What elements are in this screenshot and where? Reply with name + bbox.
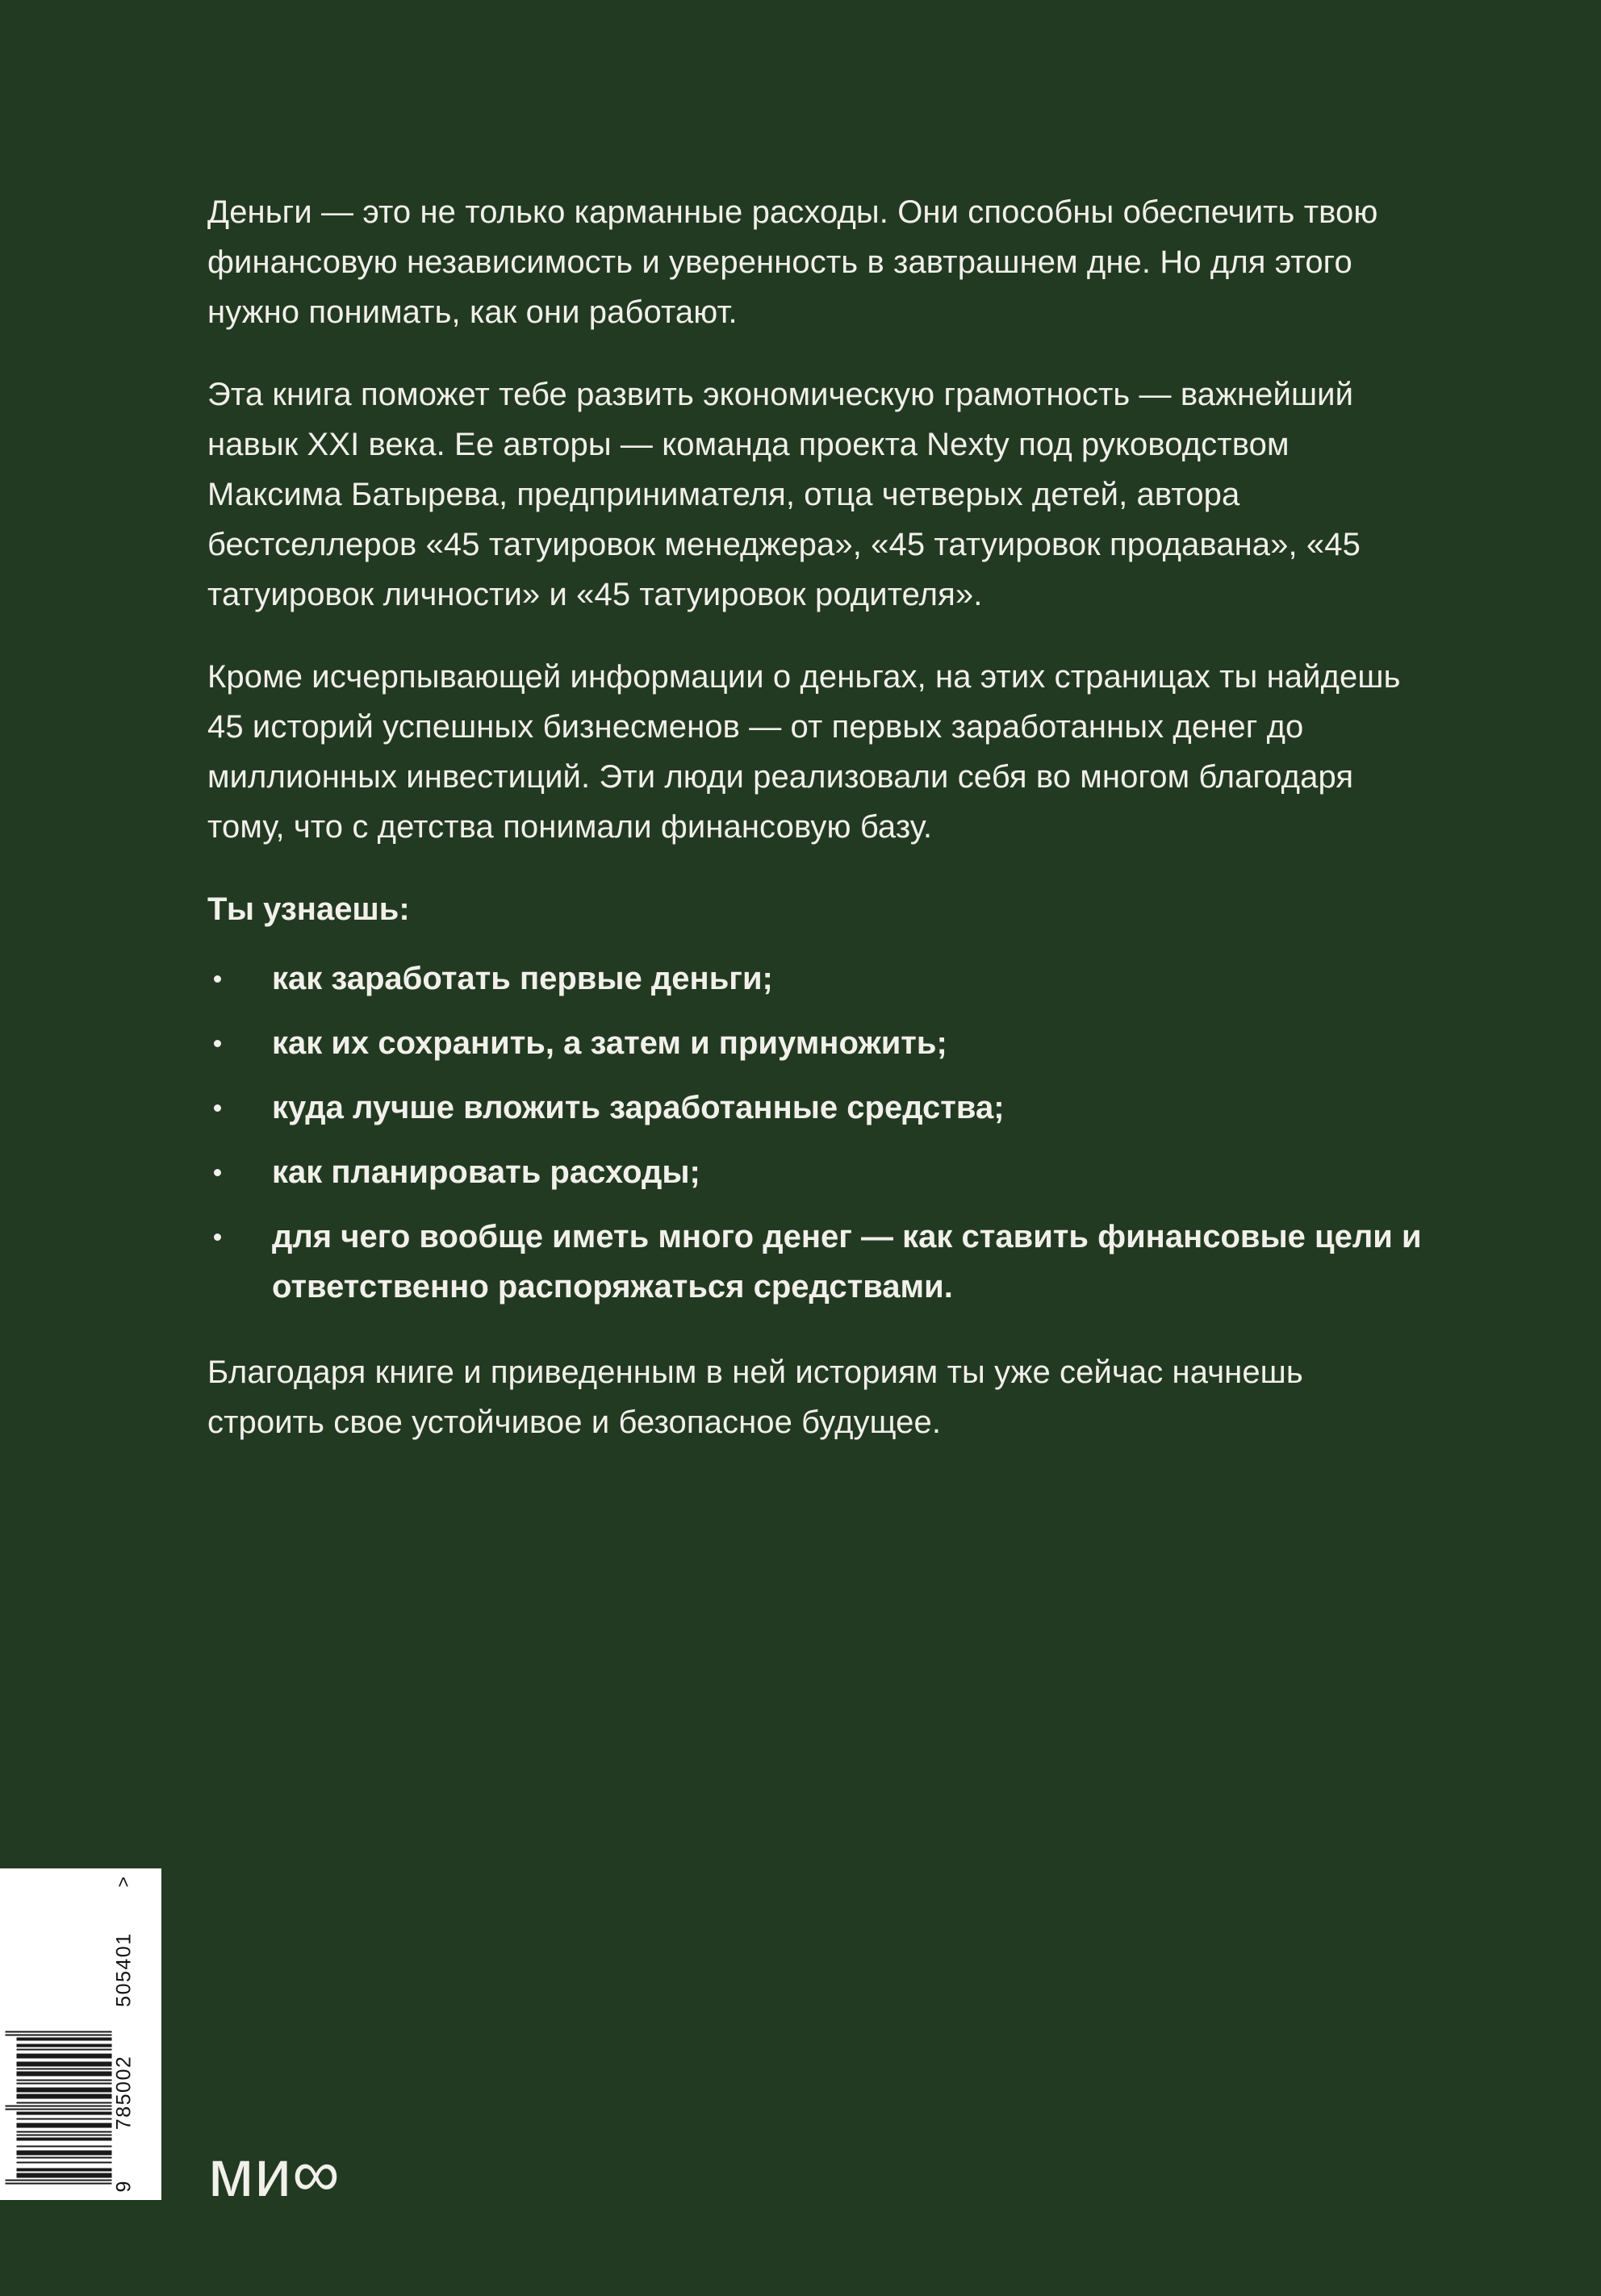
list-item [207, 1083, 1428, 1133]
list-item-label: как планировать расходы; [272, 1154, 700, 1190]
infinity-icon: ∞ [292, 2137, 340, 2210]
list-item-label: куда лучше вложить заработанные средства; [272, 1090, 1005, 1125]
blurb-paragraph-1: Деньги — это не только карманные расходы. Они способны обеспечить твою финансовую независимость и уверенность в завтрашнем дне. Но для этого нужно понимать, как они работают. [207, 194, 1378, 330]
bullet-dot-icon [214, 1104, 221, 1112]
list-item-label: как их сохранить, а затем и приумножить; [272, 1025, 947, 1061]
bullet-dot-icon [214, 1234, 221, 1241]
list-item [207, 1147, 1428, 1197]
publisher-logo-text: ми [208, 2137, 293, 2210]
barcode-rotor [0, 1868, 161, 2200]
bullet-dot-icon [214, 1040, 221, 1047]
barcode-digits [111, 1872, 160, 2197]
isbn-barcode [0, 1868, 161, 2200]
list-item-label: для чего вообще иметь много денег — как ставить финансовые цели и ответственно распоряжаться средствами. [272, 1219, 1422, 1305]
bullet-dot-icon [214, 1169, 221, 1176]
list-item [207, 1018, 1428, 1068]
list-lead-in-heading: Ты узнаешь: [207, 891, 410, 927]
publisher-logo [208, 2137, 340, 2210]
list-item [207, 954, 1428, 1004]
isbn-terminator: > [112, 1875, 133, 1887]
isbn-group-1: 9 [112, 2179, 135, 2192]
benefits-list [207, 954, 1428, 1312]
blurb-paragraph-2: Эта книга поможет тебе развить экономическую грамотность — важнейший навык XXI века. Ее авторы — команда проекта Nexty под руководством Максима Батырева, предпринимателя, отца четверых детей, автора бестселлеров «45 татуировок менеджера», «45 татуировок продавана», «45 татуировок личности» и «45 татуировок родителя». [207, 377, 1361, 612]
blurb-text-block [207, 187, 1428, 1447]
blurb-closing-paragraph: Благодаря книге и приведенным в ней историям ты уже сейчас начнешь строить свое устойчивое и безопасное будущее. [207, 1355, 1303, 1440]
isbn-group-3: 505401 [112, 1931, 135, 2007]
isbn-group-2: 785002 [112, 2055, 135, 2130]
blurb-paragraph-3: Кроме исчерпывающей информации о деньгах, на этих страницах ты найдешь 45 историй успешных бизнесменов — от первых заработанных денег до миллионных инвестиций. Эти люди реализовали себя во многом благодаря тому, что с детства понимали финансовую базу. [207, 659, 1401, 845]
list-item-label: как заработать первые деньги; [272, 961, 773, 996]
list-item [207, 1212, 1428, 1312]
barcode-bars [5, 1872, 111, 2197]
bullet-dot-icon [214, 975, 221, 983]
